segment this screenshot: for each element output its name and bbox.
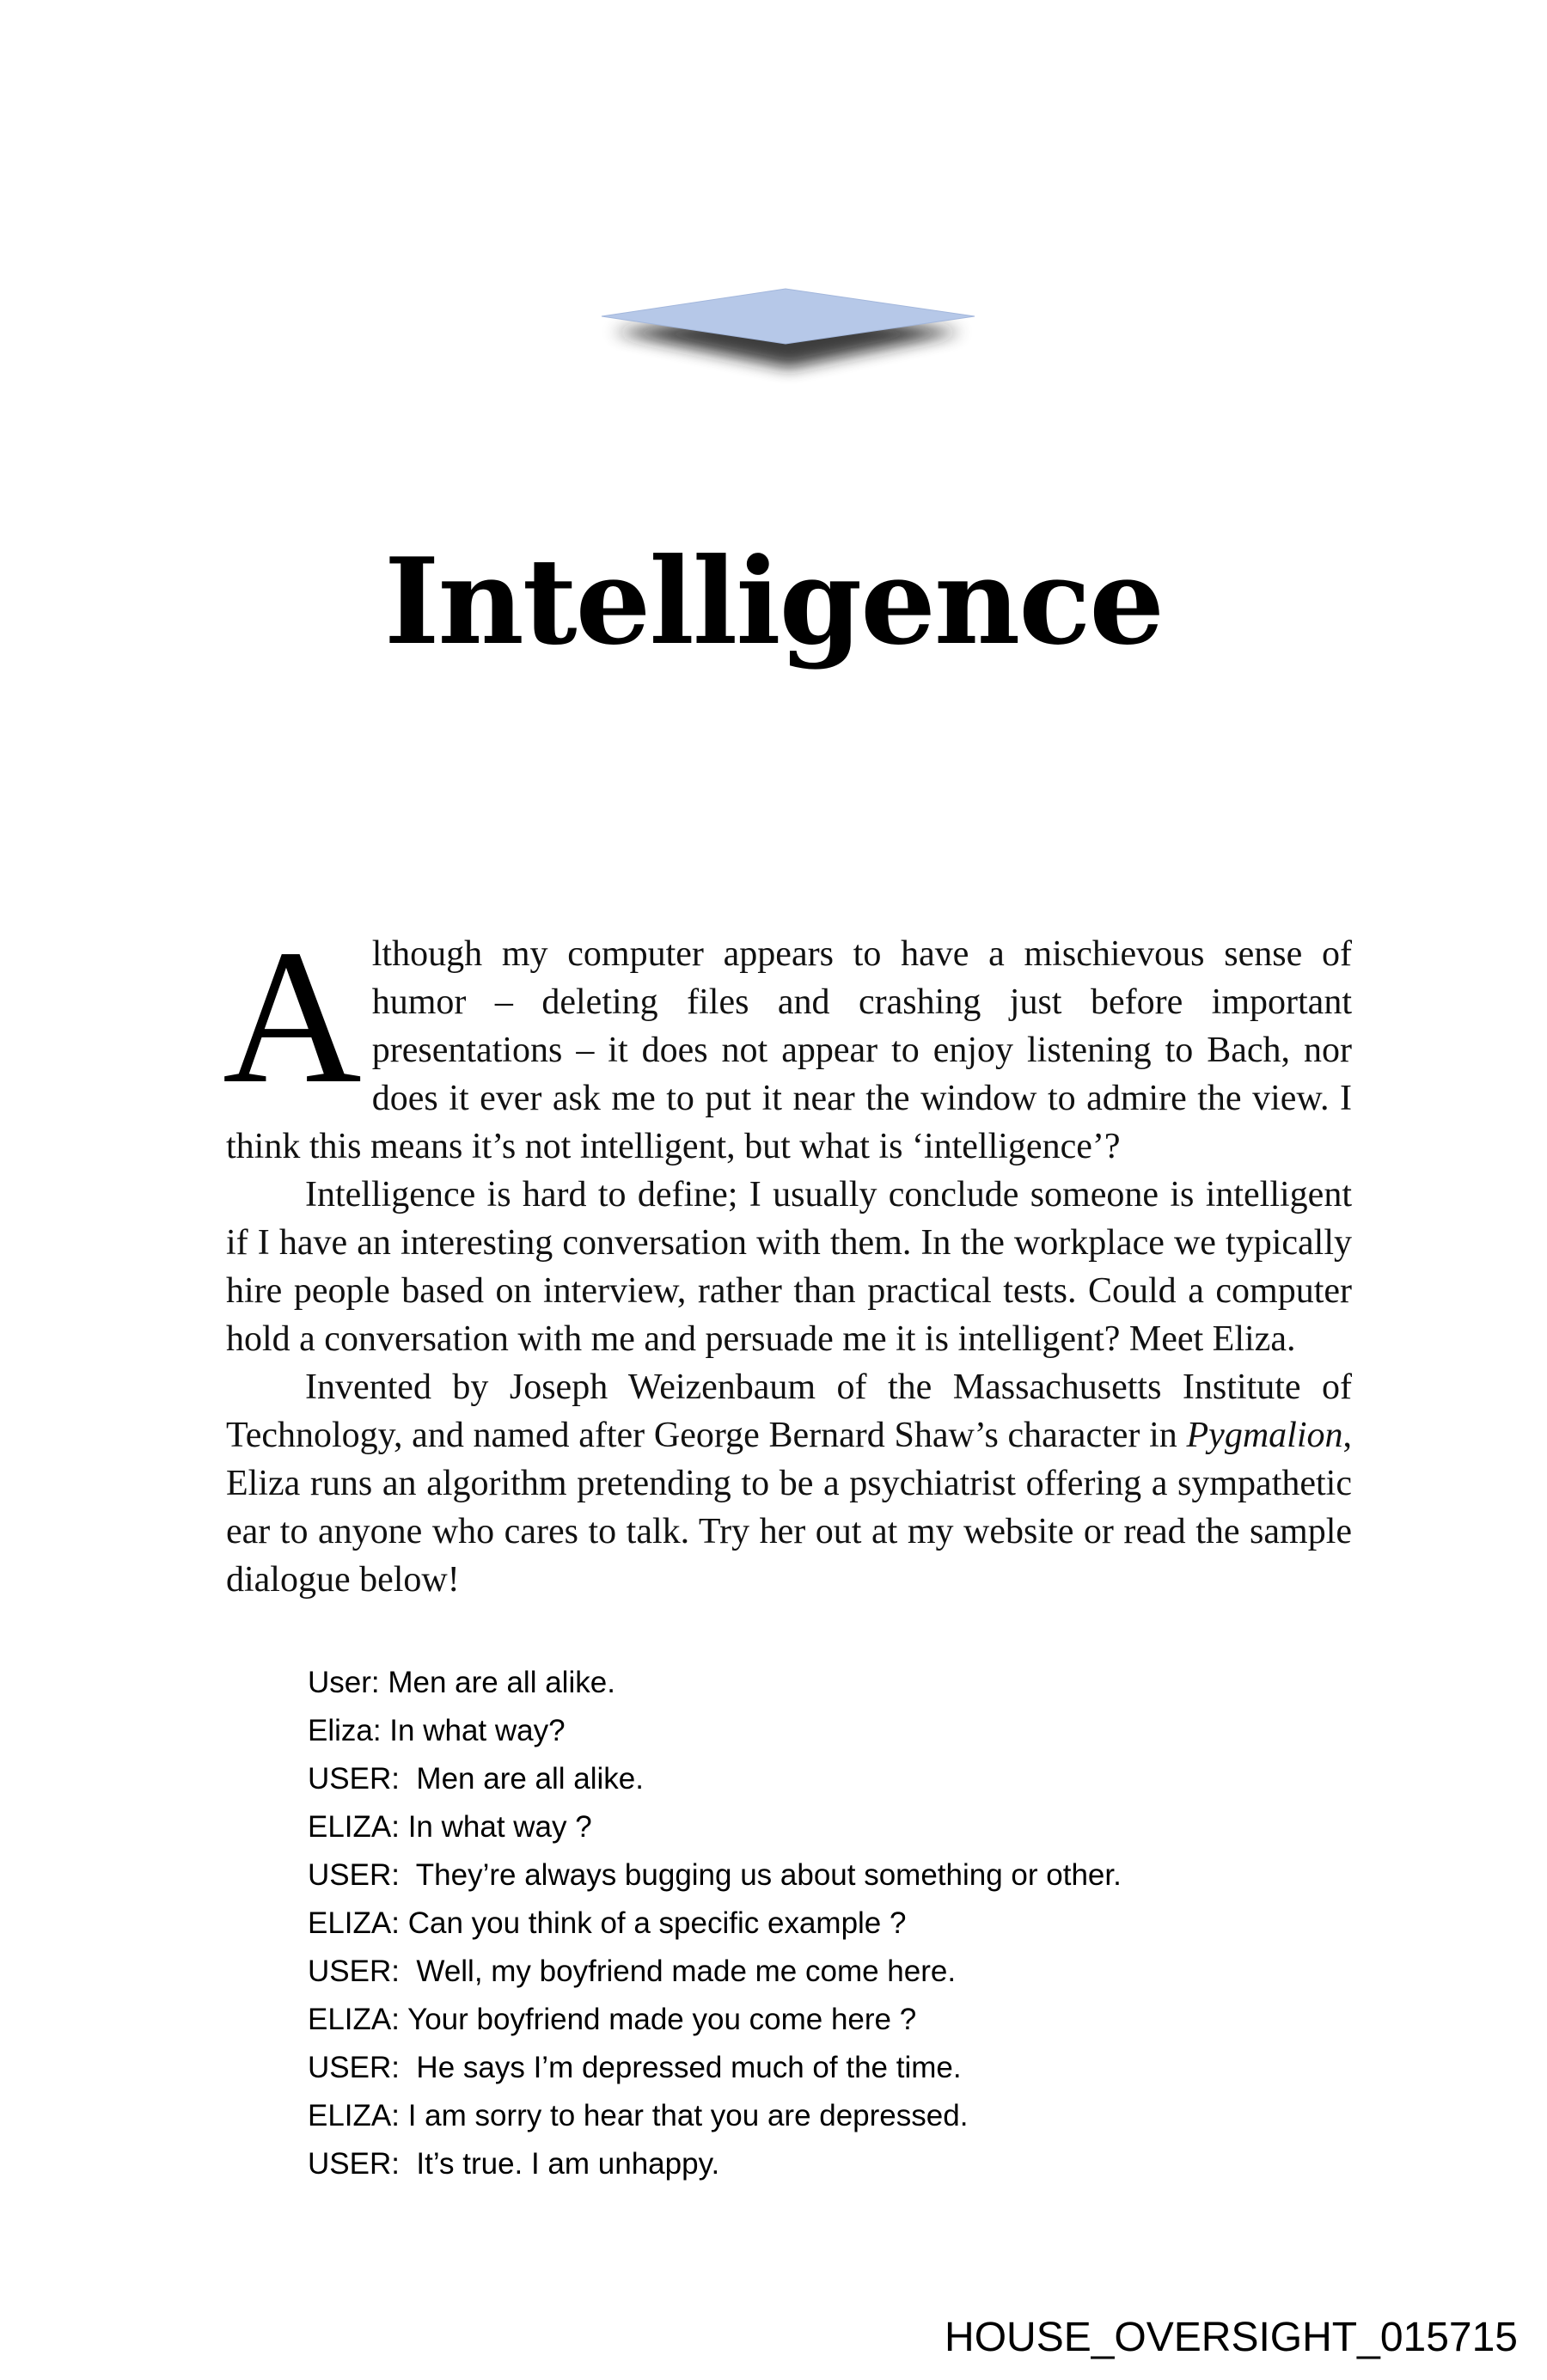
dialogue-line: USER: It’s true. I am unhappy. [308, 2147, 720, 2181]
body-text [223, 910, 1352, 1604]
paragraph-3 [226, 1363, 1352, 1604]
paragraph-2: Intelligence is hard to define; I usually conclude someone is intelligent if I have an interesting conversation with them. In the workplace we typically hire people based on interview, rather than practical tests. Could a computer hold a conversation with me and persuade me it is intelligent? Meet Eliza. [226, 1175, 1352, 1359]
dialogue-line: ELIZA: Your boyfriend made you come here ? [308, 2003, 917, 2036]
dialogue-line: USER: They’re always bugging us about something or other. [308, 1858, 1122, 1892]
dialogue-line: User: Men are all alike. [308, 1666, 615, 1699]
drop-cap: A [223, 910, 362, 1123]
paragraph-1-text: lthough my computer appears to have a mischievous sense of humor – deleting files and crashing just before important presentations – it does not appear to enjoy listening to Bach, nor does it ever ask me to put it near the window to admire the view. I think this means it’s not intelligent, but what is ‘intelligence’? [226, 934, 1352, 1166]
diamond-ornament-icon [593, 275, 1006, 387]
dialogue-line: ELIZA: In what way ? [308, 1810, 592, 1844]
dialogue-line: ELIZA: I am sorry to hear that you are depressed. [308, 2099, 969, 2132]
dialogue-line: ELIZA: Can you think of a specific example ? [308, 1906, 907, 1940]
paragraph-3-text-before: Invented by Joseph Weizenbaum of the Massachusetts Institute of Technology, and named after George Bernard Shaw’s character in [226, 1367, 1352, 1455]
dialogue-line: USER: Men are all alike. [308, 1762, 644, 1796]
document-id: HOUSE_OVERSIGHT_015715 [945, 2315, 1518, 2360]
dialogue-line: USER: He says I’m depressed much of the time. [308, 2051, 962, 2084]
book-title-pygmalion: Pygmalion [1186, 1416, 1343, 1455]
paragraph-1 [223, 910, 1352, 1171]
chapter-title: Intelligence [383, 531, 1164, 671]
dialogue-line: USER: Well, my boyfriend made me come here. [308, 1955, 957, 1988]
dialogue-line: Eliza: In what way? [308, 1714, 566, 1747]
eliza-dialogue [308, 1659, 1122, 2188]
paragraph-3-text-after: , Eliza runs an algorithm pretending to be a psychiatrist offering a sympathetic ear to anyone who cares to talk. Try her out at my website or read the sample dialogue below! [226, 1416, 1352, 1600]
